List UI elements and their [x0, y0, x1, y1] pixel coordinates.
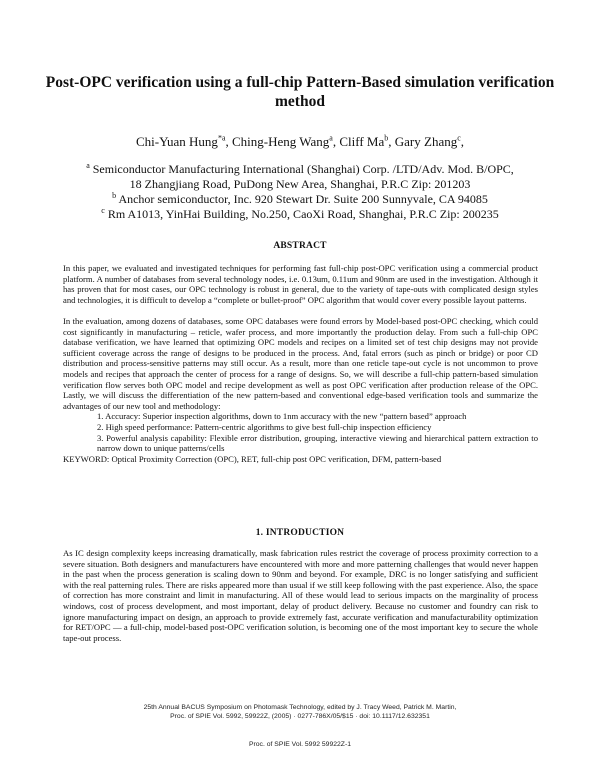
abstract-paragraph-1: In this paper, we evaluated and investigated techniques for performing fast full-chip post-OPC verification using a commercial product platform. A number of databases from several technology nodes, i.e. 0.13um, 0.11um and 90nm are used in the investigation. Although it has proven that for most cases, our OPC technology is robust in general, due to the variety of tape-outs with complicated design styles and technologies, it is difficult to develop a “complete or bullet-proof” OPC algorithm that would cover every possible layout patterns. [63, 263, 538, 305]
author-affil-mark: *a [217, 133, 226, 143]
introduction-body [63, 548, 538, 643]
author-affil-mark: c [457, 133, 461, 143]
author-name: Ching-Heng Wang [232, 134, 330, 149]
citation-footer [60, 703, 540, 721]
affiliation-c: $^c$ Rm A1013, YinHai Building, No.250, CaoXi Road, Shanghai, P.R.C Zip: 200235 [101, 206, 499, 221]
page-number-footer: Proc. of SPIE Vol. 5992 59922Z-1 [248, 741, 352, 748]
list-item: 1. Accuracy: Superior inspection algorithms, down to 1nm accuracy with the new “pattern based” approach [97, 411, 467, 422]
list-item: 3. Powerful analysis capability: Flexible error distribution, grouping, interactive viewing and hierarchical pattern extraction to narrow down to unique patterns/cells [97, 432, 538, 454]
author-list: Chi-Yuan Hung$^{*a}$, Ching-Heng Wang$^a$, Cliff Ma$^b$, Gary Zhang$^c$, [135, 133, 465, 149]
advantages-list [63, 411, 538, 453]
abstract-heading: ABSTRACT [273, 241, 327, 251]
citation-line-2: Proc. of SPIE Vol. 5992, 59922Z, (2005) · 0277-786X/05/$15 · doi: 10.1117/12.632351 [170, 713, 430, 720]
paper-title: Post-OPC verification using a full-chip Pattern-Based simulation verification method [45, 74, 555, 110]
affiliation-b: $^b$ Anchor semiconductor, Inc. 920 Stewart Dr. Suite 200 Sunnyvale, CA 94085 [112, 191, 488, 206]
citation-line-1: 25th Annual BACUS Symposium on Photomask Technology, edited by J. Tracy Weed, Patrick M. Martin, [143, 704, 457, 711]
introduction-heading: 1. INTRODUCTION [255, 528, 345, 538]
author-affil-mark: b [384, 133, 389, 143]
author-name: Gary Zhang [394, 134, 458, 149]
author-affil-mark: a [329, 133, 333, 143]
author-name: Chi-Yuan Hung [135, 134, 218, 149]
keywords-line: KEYWORD: Optical Proximity Correction (OPC), RET, full-chip post OPC verification, DFM, pattern-based [63, 453, 442, 464]
affiliation-a-address: 18 Zhangjiang Road, PuDong New Area, Shanghai, P.R.C Zip: 201203 [129, 177, 471, 191]
abstract-paragraph-2: In the evaluation, among dozens of databases, some OPC databases were found errors by Model-based post-OPC checking, which could cost significantly in manufacturing – reticle, wafer process, and more importantly the production delay. From such a full-chip OPC database verification, we have learned that optimizing OPC models and recipes on a limited set of test chip designs may not provide sufficient coverage across the range of designs to be produced in the process. And, fatal errors (such as pinch or bridge) or poor CD distribution and process-sensitive patterns may still occur. As a result, more than one reticle tape-out cycle is not uncommon to prove models and recipes that approach the center of process for a range of designs. So, we will describe a full-chip pattern-based simulation verification flow serves both OPC model and recipe development as well as post OPC verification after production release of the OPC. Lastly, we will discuss the differentiation of the new pattern-based and conventional edge-based verification tools and summarize the advantages of our new tool and methodology: [63, 315, 538, 411]
introduction-paragraph-1: As IC design complexity keeps increasing dramatically, mask fabrication rules restrict the coverage of process proximity correction to a severe situation. Both designers and manufacturers have encountered with more and more patterning challenges that would never happen in the past when the process generation is scaling down to 90nm and beyond. For example, DRC is no longer satisfying and sufficient with the real patterning rules. There are risks appeared more than usual if we still keep following with the past experience. Also, the space of correction has more constraint and limit in manufacturing. All of these would lead to serious impacts on the marginality of process windows, cost of process development, and most important, delay of product delivery. Because no customer and foundry can risk to ignore manufacturing impact on design, an approach to provide extremely fast, accurate verification and manufacturability optimization for RET/OPC — a full-chip, model-based post-OPC verification solution, is becoming one of the most important key to secure the whole tape-out process. [63, 548, 538, 643]
affiliation-a: $^a$ Semiconductor Manufacturing International (Shanghai) Corp. /LTD/Adv. Mod. B/OPC, [86, 161, 514, 176]
author-name: Cliff Ma [339, 134, 385, 149]
abstract-body [63, 263, 538, 464]
affiliation-list [60, 162, 540, 222]
list-item: 2. High speed performance: Pattern-centric algorithms to give best full-chip inspection efficiency [97, 421, 432, 432]
